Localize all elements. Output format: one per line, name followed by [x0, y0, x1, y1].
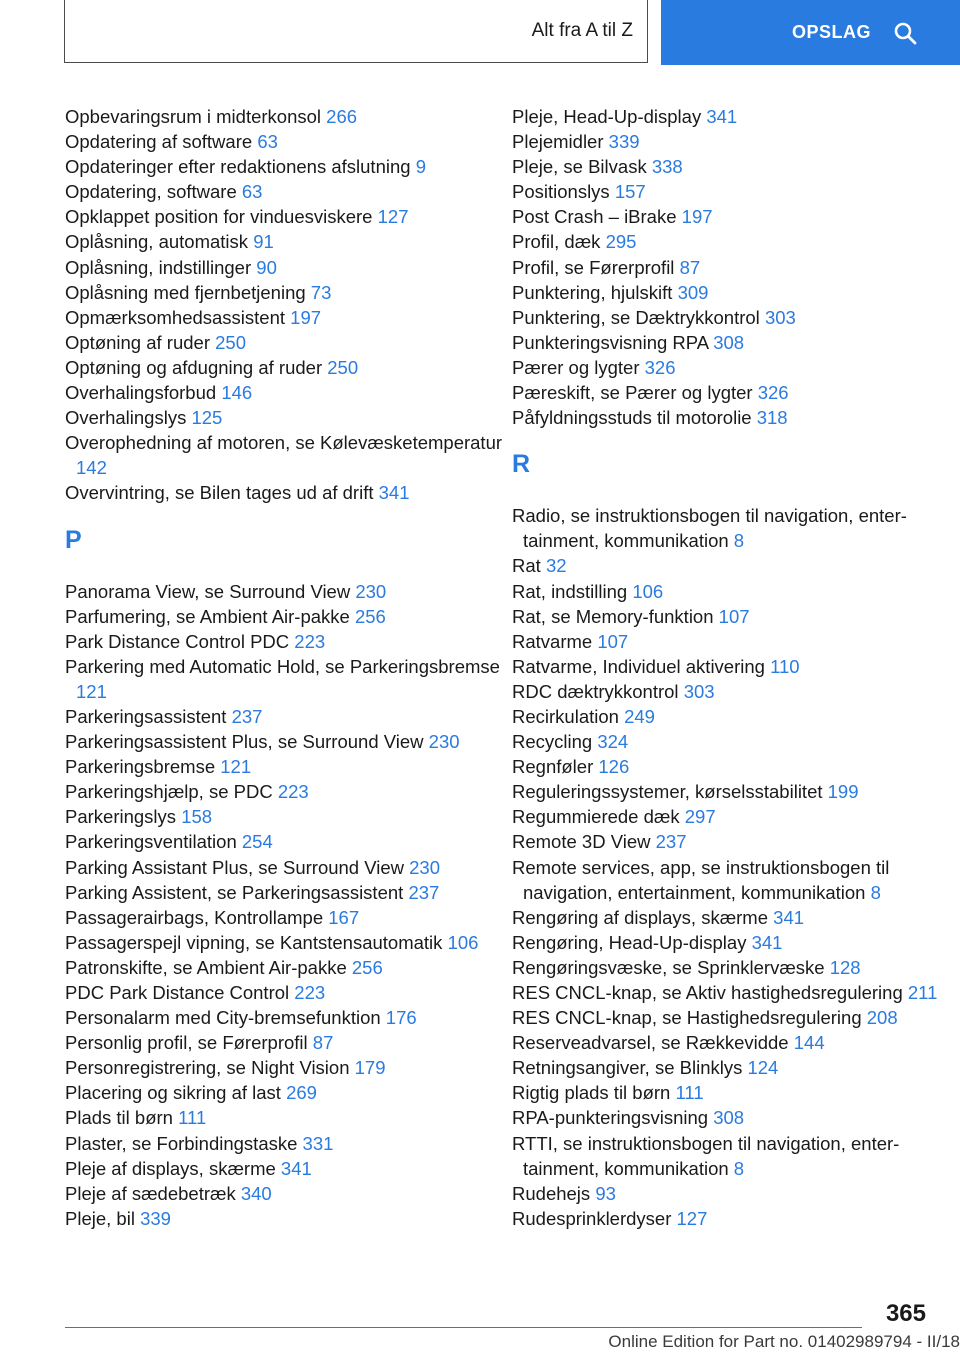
page-reference-link[interactable]: 250	[327, 356, 359, 378]
page-reference-link[interactable]: 303	[683, 680, 715, 702]
page-reference-link[interactable]: 341	[280, 1157, 312, 1179]
index-entry-text: Parfumering, se Ambient Air-pakke	[65, 605, 350, 627]
index-entry-text: RES CNCL-knap, se Aktiv hastighedsregulering	[512, 982, 903, 1003]
index-entry	[65, 430, 505, 480]
page-reference-link[interactable]: 199	[827, 781, 859, 803]
page-reference-link[interactable]: 197	[290, 306, 322, 328]
index-entry	[512, 1080, 952, 1105]
page-reference-link[interactable]: 106	[632, 580, 664, 602]
index-entry	[512, 654, 952, 679]
index-entry	[65, 905, 505, 930]
index-entry	[65, 154, 505, 179]
page-reference-link[interactable]: 230	[355, 580, 387, 602]
page-reference-link[interactable]: 237	[231, 705, 263, 727]
index-entry-text: Passagerspejl vipning, se Kantstensautomatik	[65, 931, 443, 953]
page-number: 365	[885, 1300, 926, 1327]
index-entry-text: Post Crash – iBrake	[512, 206, 677, 228]
index-entry	[512, 503, 952, 553]
page-reference-link[interactable]: 326	[644, 356, 676, 378]
index-entry-text: Overhalingslys	[65, 407, 187, 429]
page-reference-link[interactable]: 144	[793, 1032, 825, 1054]
index-entry-text: Opdatering, software	[65, 181, 237, 203]
index-entry	[512, 204, 952, 229]
index-entry	[65, 305, 505, 330]
index-entry	[65, 754, 505, 779]
index-entry-text: Opdateringer efter redaktionens afslutning	[65, 156, 411, 178]
index-entry-text: Parkeringsventilation	[65, 831, 237, 853]
index-entry-text: Pæreskift, se Pærer og lygter	[512, 382, 753, 404]
index-entry-text: Profil, dæk	[512, 231, 601, 253]
index-entry	[65, 1080, 505, 1105]
page-reference-link[interactable]: 341	[378, 482, 410, 504]
index-entry	[512, 604, 952, 629]
index-entry-text: Ratvarme	[512, 630, 593, 652]
index-entry	[512, 804, 952, 829]
page-reference-link[interactable]: 269	[286, 1082, 317, 1104]
index-entry	[512, 405, 952, 430]
index-entry	[65, 1156, 505, 1181]
tab-opslag[interactable]	[661, 0, 960, 65]
index-entry-text: Positionslys	[512, 181, 610, 203]
page-reference-link[interactable]: 208	[866, 1007, 898, 1029]
index-entry	[65, 955, 505, 980]
page-reference-link[interactable]: 87	[312, 1032, 334, 1054]
index-entry-text: Rudehejs	[512, 1182, 591, 1204]
index-entry-text: Recycling	[512, 731, 593, 753]
index-entry	[65, 330, 505, 355]
index-entry-text: Personlig profil, se Førerprofil	[65, 1032, 308, 1054]
index-entry-text: Påfyldningsstuds til motorolie	[512, 407, 752, 429]
index-entry	[65, 980, 505, 1005]
search-icon	[893, 21, 917, 45]
page-reference-link[interactable]: 127	[676, 1207, 708, 1229]
page-reference-link[interactable]: 211	[907, 982, 938, 1003]
index-entry-text: Pleje, Head-Up-display	[512, 106, 702, 127]
page-reference-link[interactable]: 124	[747, 1057, 779, 1079]
index-entry-text: Rengøring af displays, skærme	[512, 906, 769, 928]
page-reference-link[interactable]: 8	[733, 530, 745, 552]
edition-separator: -	[911, 1332, 927, 1351]
page-reference-link[interactable]: 297	[684, 806, 716, 828]
index-entry	[65, 129, 505, 154]
index-entry-text: Reguleringssystemer, kørselsstabilitet	[512, 781, 823, 803]
page-reference-link[interactable]: 121	[76, 680, 107, 702]
index-entry	[512, 1030, 952, 1055]
index-entry	[512, 330, 952, 355]
index-entry	[512, 1055, 952, 1080]
page-reference-link[interactable]: 176	[385, 1007, 417, 1029]
index-entry	[512, 980, 952, 1005]
index-entry	[65, 1105, 505, 1130]
index-entry-text: Rengøring, Head-Up-display	[512, 931, 747, 953]
page-reference-link[interactable]: 107	[718, 605, 750, 627]
index-entry	[512, 255, 952, 280]
index-entry	[512, 129, 952, 154]
index-entry	[65, 829, 505, 854]
index-entry	[512, 1105, 952, 1130]
page-reference-link[interactable]: 106	[447, 931, 479, 953]
page-reference-link[interactable]: 111	[675, 1082, 704, 1104]
index-entry	[65, 405, 505, 430]
index-entry-text: Placering og sikring af last	[65, 1082, 281, 1104]
index-entry	[65, 604, 505, 629]
page-reference-link[interactable]: 107	[597, 630, 629, 652]
index-entry	[65, 930, 505, 955]
index-entry-text: Parkeringsassistent	[65, 705, 227, 727]
index-entry	[512, 855, 952, 905]
page-reference-link[interactable]: 341	[751, 931, 783, 953]
index-entry-text: Parkeringsbremse	[65, 756, 216, 778]
index-entry-text: Optøning og afdugning af ruder	[65, 356, 323, 378]
index-entry-text: Plaster, se Forbindingstaske	[65, 1132, 298, 1154]
index-entry-text: Rat, indstilling	[512, 580, 628, 602]
page-reference-link[interactable]: 338	[651, 156, 683, 178]
index-entry	[65, 654, 505, 704]
index-entry	[512, 154, 952, 179]
index-entry-text: Pærer og lygter	[512, 356, 640, 378]
page-reference-link[interactable]: 142	[76, 457, 107, 479]
index-entry	[512, 905, 952, 930]
index-entry-text: Personalarm med City-bremsefunktion	[65, 1007, 381, 1029]
page-reference-link[interactable]: 237	[408, 881, 440, 903]
index-entry	[512, 754, 952, 779]
page-reference-link[interactable]: 127	[377, 206, 409, 228]
page-reference-link[interactable]: 295	[605, 231, 637, 253]
page-reference-link[interactable]: 326	[757, 382, 789, 404]
page-reference-link[interactable]: 121	[220, 756, 252, 778]
index-entry-text: Remote services, app, se instruktionsbogen til navigation, entertainment, kommunikation	[512, 856, 890, 903]
index-entry	[512, 280, 952, 305]
index-entry-text: Rengøringsvæske, se Sprinklervæske	[512, 956, 825, 978]
page-reference-link[interactable]: 309	[677, 281, 709, 303]
index-entry-text: Parkeringsassistent Plus, se Surround View	[65, 731, 424, 753]
page-reference-link[interactable]: 167	[328, 906, 360, 928]
index-entry-text: Opklappet position for vinduesviskere	[65, 206, 373, 228]
page-reference-link[interactable]: 8	[870, 881, 881, 903]
index-entry	[512, 579, 952, 604]
index-entry	[512, 1206, 952, 1231]
index-entry-text: Oplåsning med fjernbetjening	[65, 281, 306, 303]
index-entry	[512, 704, 952, 729]
page-reference-link[interactable]: 256	[351, 956, 383, 978]
index-entry	[65, 204, 505, 229]
index-entry-text: Overophedning af motoren, se Kølevæsketemperatur	[65, 432, 503, 454]
index-entry	[512, 179, 952, 204]
index-entry	[65, 1181, 505, 1206]
index-entry	[65, 255, 505, 280]
index-letter-heading: P	[65, 525, 82, 554]
page-reference-link[interactable]: 9	[415, 156, 426, 178]
page-reference-link[interactable]: 197	[681, 206, 713, 228]
index-entry	[65, 579, 505, 604]
page-reference-link[interactable]: 223	[277, 781, 309, 803]
index-entry-text: Opdatering af software	[65, 131, 253, 153]
index-entry	[512, 629, 952, 654]
page-reference-link[interactable]: 128	[829, 956, 861, 978]
page-reference-link[interactable]: 179	[354, 1057, 386, 1079]
page-reference-link[interactable]: 8	[733, 1157, 745, 1179]
index-entry	[65, 704, 505, 729]
index-entry	[512, 829, 952, 854]
index-entry-text: Oplåsning, indstillinger	[65, 256, 252, 278]
index-entry	[65, 355, 505, 380]
index-entry-text: Regnføler	[512, 756, 594, 778]
index-entry	[512, 1131, 952, 1181]
page-reference-link[interactable]: 339	[608, 131, 640, 153]
index-entry	[65, 380, 505, 405]
index-entry-text: RDC dæktrykkontrol	[512, 680, 679, 702]
index-entry-text: Pleje, bil	[65, 1207, 135, 1229]
page-reference-link[interactable]: 157	[614, 181, 646, 203]
index-entry	[65, 1005, 505, 1030]
index-entry	[512, 930, 952, 955]
index-entry	[512, 380, 952, 405]
page-reference-link[interactable]: 308	[713, 1107, 745, 1129]
index-column-left	[65, 104, 505, 1231]
index-entry	[65, 880, 505, 905]
page-reference-link[interactable]: 308	[713, 331, 745, 353]
index-entry	[512, 679, 952, 704]
page-reference-link[interactable]: 237	[655, 831, 687, 853]
page-reference-link[interactable]: 111	[178, 1107, 207, 1129]
page-reference-link[interactable]: 158	[181, 806, 213, 828]
index-entry	[65, 1030, 505, 1055]
index-entry	[65, 1131, 505, 1156]
index-entry-text: Passagerairbags, Kontrollampe	[65, 906, 324, 928]
index-entry	[512, 305, 952, 330]
page-reference-link[interactable]: 90	[256, 256, 277, 278]
edition-code: II/18	[926, 1332, 960, 1351]
index-entry-text: Parkeringslys	[65, 806, 177, 828]
index-entry-text: Panorama View, se Surround View	[65, 580, 351, 602]
page-reference-link[interactable]: 110	[770, 655, 800, 677]
page-reference-link[interactable]: 93	[595, 1182, 616, 1204]
index-entry-text: PDC Park Distance Control	[65, 982, 290, 1003]
index-entry	[65, 280, 505, 305]
index-entry-text: Oplåsning, automatisk	[65, 231, 249, 253]
index-entry-text: Remote 3D View	[512, 831, 651, 853]
index-entry-text: Retningsangiver, se Blinklys	[512, 1057, 743, 1079]
index-column-right	[512, 104, 952, 1231]
index-entry-text: Rat, se Memory-funktion	[512, 605, 714, 627]
index-entry-text: Regummierede dæk	[512, 806, 680, 828]
page-reference-link[interactable]: 126	[598, 756, 630, 778]
part-number: 01402989794	[807, 1332, 912, 1351]
index-entry	[65, 179, 505, 204]
page-reference-link[interactable]: 266	[326, 106, 358, 127]
index-entry	[512, 729, 952, 754]
index-entry	[512, 955, 952, 980]
page-reference-link[interactable]: 340	[240, 1182, 272, 1204]
page-reference-link[interactable]: 339	[140, 1207, 171, 1229]
index-entry	[512, 104, 952, 129]
index-entry	[65, 1206, 505, 1231]
index-entry-text: RTTI, se instruktionsbogen til navigation, entertainment, kommunikation	[512, 1132, 900, 1179]
tab-opslag-label: OPSLAG	[792, 22, 872, 42]
index-entry-text: Patronskifte, se Ambient Air-pakke	[65, 956, 347, 978]
index-entry	[65, 855, 505, 880]
index-entry-text: Optøning af ruder	[65, 331, 210, 353]
index-entry	[65, 480, 505, 505]
edition-footer	[280, 1332, 960, 1352]
page-reference-link[interactable]: 303	[764, 306, 796, 328]
index-entry	[65, 104, 505, 129]
page-reference-link[interactable]: 341	[773, 906, 805, 928]
index-entry	[512, 553, 952, 578]
index-entry-text: Pleje af displays, skærme	[65, 1157, 276, 1179]
page-reference-link[interactable]: 125	[191, 407, 223, 429]
index-entry-text: Recirkulation	[512, 705, 619, 727]
page-reference-link[interactable]: 146	[221, 382, 253, 404]
index-entry-text: Plads til børn	[65, 1107, 173, 1129]
index-entry-text: Rudesprinklerdyser	[512, 1207, 672, 1229]
page-reference-link[interactable]: 87	[679, 256, 701, 278]
page-reference-link[interactable]: 250	[215, 331, 247, 353]
page-reference-link[interactable]: 32	[545, 555, 567, 577]
page-reference-link[interactable]: 73	[310, 281, 332, 303]
page-reference-link[interactable]: 223	[294, 982, 326, 1003]
index-entry-text: Personregistrering, se Night Vision	[65, 1057, 350, 1079]
index-entry-text: Rigtig plads til børn	[512, 1082, 671, 1104]
index-entry-text: Pleje, se Bilvask	[512, 156, 647, 178]
index-entry-text: Parking Assistent, se Parkeringsassistent	[65, 881, 404, 903]
index-entry-text: Opmærksomhedsassistent	[65, 306, 286, 328]
index-entry-text: Overhalingsforbud	[65, 382, 217, 404]
page-reference-link[interactable]: 254	[241, 831, 273, 853]
edition-prefix: Online Edition for Part no.	[608, 1332, 808, 1351]
index-entry-text: Punktering, se Dæktrykkontrol	[512, 306, 760, 328]
index-entry	[65, 1055, 505, 1080]
index-entry	[512, 779, 952, 804]
footer-divider	[65, 1327, 862, 1328]
index-entry-text: RPA-punkteringsvisning	[512, 1107, 709, 1129]
page-reference-link[interactable]: 324	[597, 731, 629, 753]
page-reference-link[interactable]: 318	[756, 407, 788, 429]
index-entry-text: Plejemidler	[512, 131, 604, 153]
tab-alt-fra-a-til-z[interactable]	[64, 0, 648, 63]
index-entry	[65, 729, 505, 754]
tab-az-label: Alt fra A til Z	[531, 20, 633, 41]
index-entry-text: Profil, se Førerprofil	[512, 256, 675, 278]
index-entry	[512, 355, 952, 380]
page-reference-link[interactable]: 230	[409, 856, 441, 878]
page-reference-link[interactable]: 63	[257, 131, 278, 153]
page-reference-link[interactable]: 331	[302, 1132, 334, 1154]
page-reference-link[interactable]: 341	[706, 106, 738, 127]
index-entry	[65, 229, 505, 254]
page-reference-link[interactable]: 63	[241, 181, 263, 203]
index-entry-text: Pleje af sædebetræk	[65, 1182, 236, 1204]
index-entry-text: Parkering med Automatic Hold, se Parkeringsbremse	[65, 655, 500, 677]
index-entry-text: Reserveadvarsel, se Rækkevidde	[512, 1032, 789, 1054]
index-entry	[512, 229, 952, 254]
page-reference-link[interactable]: 91	[253, 231, 274, 253]
index-entry	[65, 804, 505, 829]
index-entry	[65, 629, 505, 654]
top-navigation	[0, 0, 960, 66]
index-entry-text: Rat	[512, 555, 541, 577]
page-reference-link[interactable]: 223	[294, 630, 326, 652]
index-entry	[65, 779, 505, 804]
index-entry-text: RES CNCL-knap, se Hastighedsregulering	[512, 1007, 862, 1029]
index-entry-text: Ratvarme, Individuel aktivering	[512, 655, 765, 677]
index-entry	[512, 1005, 952, 1030]
index-entry-text: Parking Assistant Plus, se Surround View	[65, 856, 404, 878]
index-entry-text: Park Distance Control PDC	[65, 630, 290, 652]
index-entry-text: Punkteringsvisning RPA	[512, 331, 709, 353]
page-reference-link[interactable]: 230	[428, 731, 460, 753]
index-letter-heading: R	[512, 450, 531, 479]
page-reference-link[interactable]: 256	[354, 605, 386, 627]
index-entry	[512, 1181, 952, 1206]
index-entry-text: Overvintring, se Bilen tages ud af drift	[65, 482, 374, 504]
index-entry-text: Radio, se instruktionsbogen til navigation, entertainment, kommunikation	[512, 505, 907, 552]
index-entry-text: Parkeringshjælp, se PDC	[65, 781, 273, 803]
page-reference-link[interactable]: 249	[624, 705, 655, 727]
index-entry-text: Opbevaringsrum i midterkonsol	[65, 106, 322, 127]
index-entry-text: Punktering, hjulskift	[512, 281, 673, 303]
